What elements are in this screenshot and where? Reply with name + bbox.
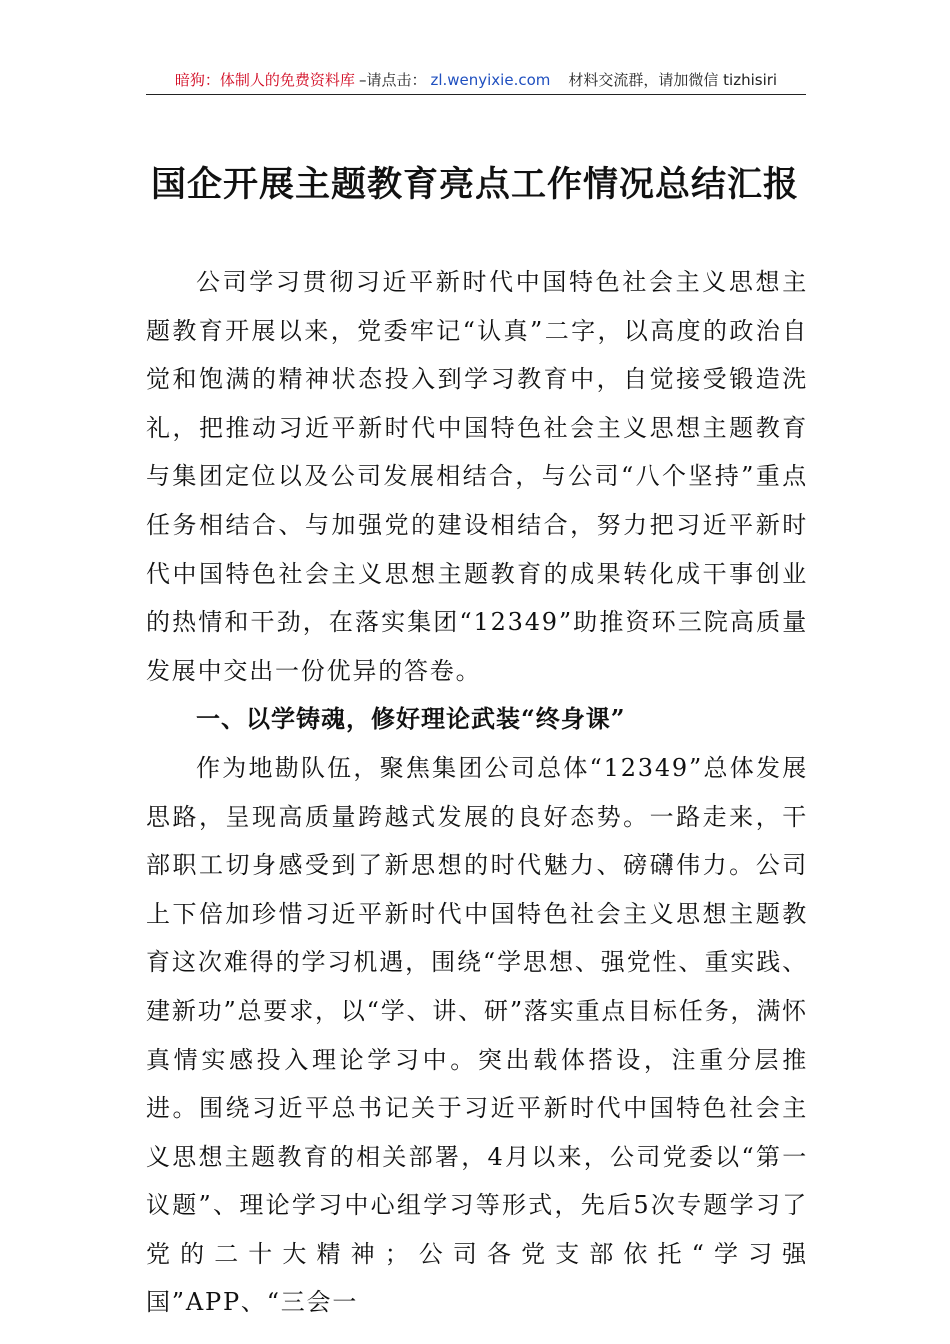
document-body [146,258,808,1327]
header-group-note: 材料交流群，请加微信 tizhisiri [568,71,778,89]
intro-paragraph: 公司学习贯彻习近平新时代中国特色社会主义思想主题教育开展以来，党委牢记“认真”二字，以高度的政治自觉和饱满的精神状态投入到学习教育中，自觉接受锻造洗礼，把推动习近平新时代中国特色社会主义思想主题教育与集团定位以及公司发展相结合，与公司“八个坚持”重点任务相结合、与加强党的建设相结合，努力把习近平新时代中国特色社会主义思想主题教育的成果转化成干事创业的热情和干劲，在落实集团“12349”助推资环三院高质量发展中交出一份优异的答卷。 [146,268,808,685]
header-click-prefix: –请点击： [358,71,427,89]
header-brand: 暗狗：体制人的免费资料库 [174,71,355,89]
page-header [146,68,806,95]
section-1-paragraph: 作为地勘队伍，聚焦集团公司总体“12349”总体发展思路，呈现高质量跨越式发展的良好态势。一路走来，干部职工切身感受到了新思想的时代魅力、磅礴伟力。公司上下倍加珍惜习近平新时代中国特色社会主义思想主题教育这次难得的学习机遇，围绕“学思想、强党性、重实践、建新功”总要求，以“学、讲、研”落实重点目标任务，满怀真情实感投入理论学习中。突出载体搭设，注重分层推进。围绕习近平总书记关于习近平新时代中国特色社会主义思想主题教育的相关部署，4月以来，公司党委以“第一议题”、理论学习中心组学习等形式，先后5次专题学习了党的二十大精神；公司各党支部依托“学习强国”APP、“三会一 [146,753,808,1317]
section-heading-1: 一、以学铸魂，修好理论武装“终身课” [196,704,626,734]
document-title: 国企开展主题教育亮点工作情况总结汇报 [150,164,799,205]
header-url-link[interactable]: zl.wenyixie.com [430,71,551,89]
